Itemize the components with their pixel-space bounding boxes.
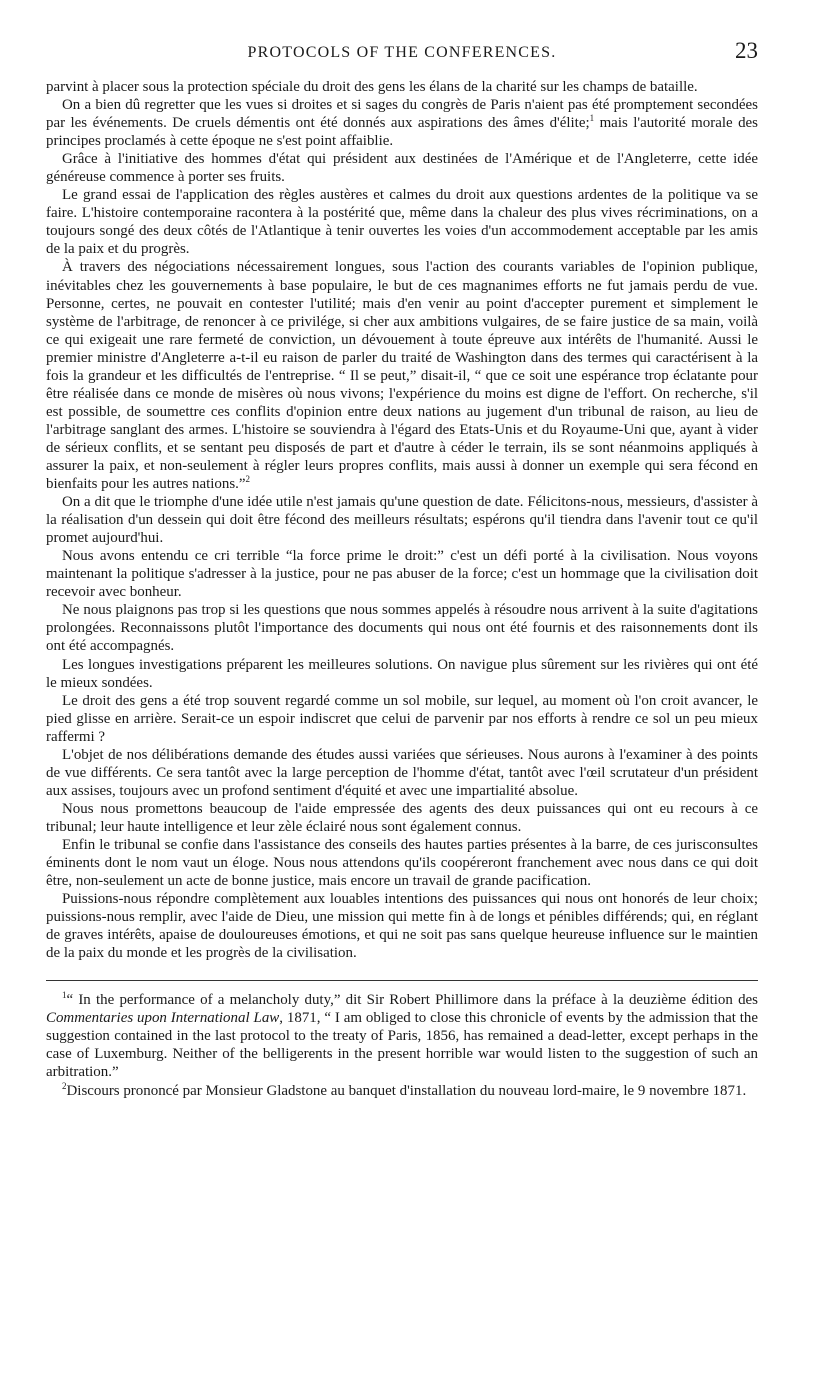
body-text	[46, 78, 758, 962]
paragraph-2	[46, 96, 758, 150]
footnote-2-text: Discours prononcé par Monsieur Gladstone au banquet d'installation du nouveau lord-maire, le 9 novembre 1871.	[66, 1082, 747, 1099]
footnote-2	[46, 1082, 758, 1100]
paragraph-2-text: On a bien dû regretter que les vues si droites et si sages du congrès de Paris n'aient pas été promptement secondées par les événements. De cruels démentis ont été donnés aux aspirations des âmes d'élite;	[46, 97, 758, 132]
paragraph-14: Puissions-nous répondre complètement aux louables intentions des puissances qui nous ont honorés de leur choix; puissions-nous remplir, avec l'aide de Dieu, une mission qui mette fin à de longs et pénibles différends; qui, en réglant de graves intérêts, apaise de douloureuses émotions, et qui ne soit pas sans quelque heureuse influence sur le maintien de la paix du monde et les progrès de la civilisation.	[46, 891, 758, 962]
footnote-1	[46, 991, 758, 1081]
footnote-1-text-a: “ In the performance of a melancholy duty,” dit Sir Robert Phillimore dans la préface à la deuzième édition des	[66, 992, 758, 1009]
paragraph-13: Enfin le tribunal se confie dans l'assistance des conseils des hautes parties présentes à la barre, de ces jurisconsultes éminents dont le nom vaut un éloge. Nous nous attendons qu'ils coopéreront franchement avec nous dans ce qui doit être, non-seulement un acte de bonne justice, mais encore un travail de grande pacification.	[46, 836, 758, 890]
footnote-divider	[46, 980, 758, 981]
paragraph-11: L'objet de nos délibérations demande des études aussi variées que sérieuses. Nous aurons à l'examiner à des points de vue différents. Ce sera tantôt avec la large perception de l'homme d'état, tantôt avec l'œil scrutateur d'un président aux assises, toujours avec un profond sentiment d'équité et avec une impartialité absolue.	[46, 746, 758, 799]
footnote-ref-2: 2	[245, 474, 251, 485]
paragraph-10: Le droit des gens a été trop souvent regardé comme un sol mobile, sur lequel, au moment où l'on croit avancer, le pied glisse en arrière. Serait-ce un espoir indiscret que celui de parvenir par nos efforts à rendre ce sol un peu mieux raffermi ?	[46, 692, 758, 745]
footnotes	[46, 991, 758, 1099]
paragraph-3: Grâce à l'initiative des hommes d'état qui président aux destinées de l'Amérique et de l'Angleterre, cette idée généreuse commence à porter ses fruits.	[46, 151, 758, 186]
page	[46, 38, 758, 1100]
footnote-1-book-title: Commentaries upon International Law	[46, 1010, 280, 1027]
paragraph-5	[46, 258, 758, 493]
paragraph-8: Ne nous plaignons pas trop si les questions que nous sommes appelés à résoudre nous arrivent à la suite d'agitations prolongées. Reconnaissons plutôt l'importance des documents qui nous ont été fournis et des raisonnements dont ils ont été accompagnés.	[46, 602, 758, 655]
paragraph-6: On a dit que le triomphe d'une idée utile n'est jamais qu'une question de date. Félicitons-nous, messieurs, d'assister à la réalisation d'un dessein qui doit être fécond des meilleurs résultats; espérons qu'il tiendra dans l'avenir tout ce qu'il promet aujourd'hui.	[46, 494, 758, 547]
paragraph-2-text-end: mais l'autorité morale des principes proclamés à cette époque ne s'est point affaiblie.	[46, 115, 758, 150]
footnote-ref-1: 1	[589, 113, 595, 124]
running-title: PROTOCOLS OF THE CONFERENCES.	[247, 44, 557, 61]
paragraph-9: Les longues investigations préparent les meilleures solutions. On navigue plus sûrement sur les rivières qui ont été le mieux sondées.	[46, 656, 758, 691]
paragraph-7: Nous avons entendu ce cri terrible “la force prime le droit:” c'est un défi porté à la civilisation. Nous voyons maintenant la politique s'adresser à la justice, pour ne pas abuser de la force; c'est un hommage que la civilisation doit recevoir avec bonheur.	[46, 548, 758, 601]
footnote-1-marker: 1	[62, 990, 67, 1001]
footnote-1-text-b: , 1871, “ I am obliged to close this chronicle of events by the admission that the suggestion contained in the last protocol to the treaty of Paris, 1856, has remained a dead-letter, except perhaps in the case of Luxemburg. Neither of the belligerents in the present horrible war would listen to the suggestion of such an arbitration.”	[46, 1010, 758, 1081]
page-header	[46, 38, 758, 68]
paragraph-1: parvint à placer sous la protection spéciale du droit des gens les élans de la charité sur les champs de bataille.	[46, 79, 698, 95]
footnote-2-marker: 2	[62, 1080, 67, 1091]
paragraph-5-text: À travers des négociations nécessairement longues, sous l'action des courants variables de l'opinion publique, inévitables chez les gouvernements à base populaire, le but de ces magnanimes efforts ne fut jamais perdu de vue. Personne, certes, ne pouvait en contester l'utilité; mais d'en venir au point d'accepter purement et simplement le système de l'arbitrage, de renoncer à ce privilége, si cher aux ambitions vulgaires, de se faire justice de sa main, voilà ce qui exigeait une rare fermeté de conviction, un dévouement à toute épreuve aux intérêts de l'humanité. Aussi le premier ministre d'Angleterre a-t-il eu raison de parler du traité de Washington dans des termes qui caractérisent à la fois la grandeur et les difficultés de l'entreprise. “ Il se peut,” disait-il, “ que ce soit une espérance trop éclatante pour être réalisée dans ce monde de misères où nous vivons; l'expérience du moins est digne de l'effort. On recherche, s'il est possible, de soumettre ces conflits d'opinion entre deux nations au jugement d'un tribunal de raison, au lieu de l'arbitrage sanglant des armes. L'histoire se souviendra à l'égard des Etats-Unis et du Royaume-Uni que, ayant à vider de sérieux conflits, et se sentant peu disposés de part et d'autre à céder le terrain, ils se sont néanmoins appliqués à assurer la paix, et non-seulement à régler leurs propres conflits, mais aussi à donner un exemple qui sera fécond en bienfaits pour les autres nations.”	[46, 259, 758, 493]
paragraph-4: Le grand essai de l'application des règles austères et calmes du droit aux questions ardentes de la politique va se faire. L'histoire contemporaine racontera à la postérité que, même dans la chaleur des plus vives récriminations, on a toujours songé des deux côtés de l'Atlantique à tenir ouvertes les voies d'un accommodement acceptable par les amis de la paix et du progrès.	[46, 187, 758, 258]
paragraph-12: Nous nous promettons beaucoup de l'aide empressée des agents des deux puissances qui ont eu recours à ce tribunal; leur haute intelligence et leur zèle éclairé nous sont également connus.	[46, 800, 758, 835]
page-number: 23	[735, 38, 758, 63]
